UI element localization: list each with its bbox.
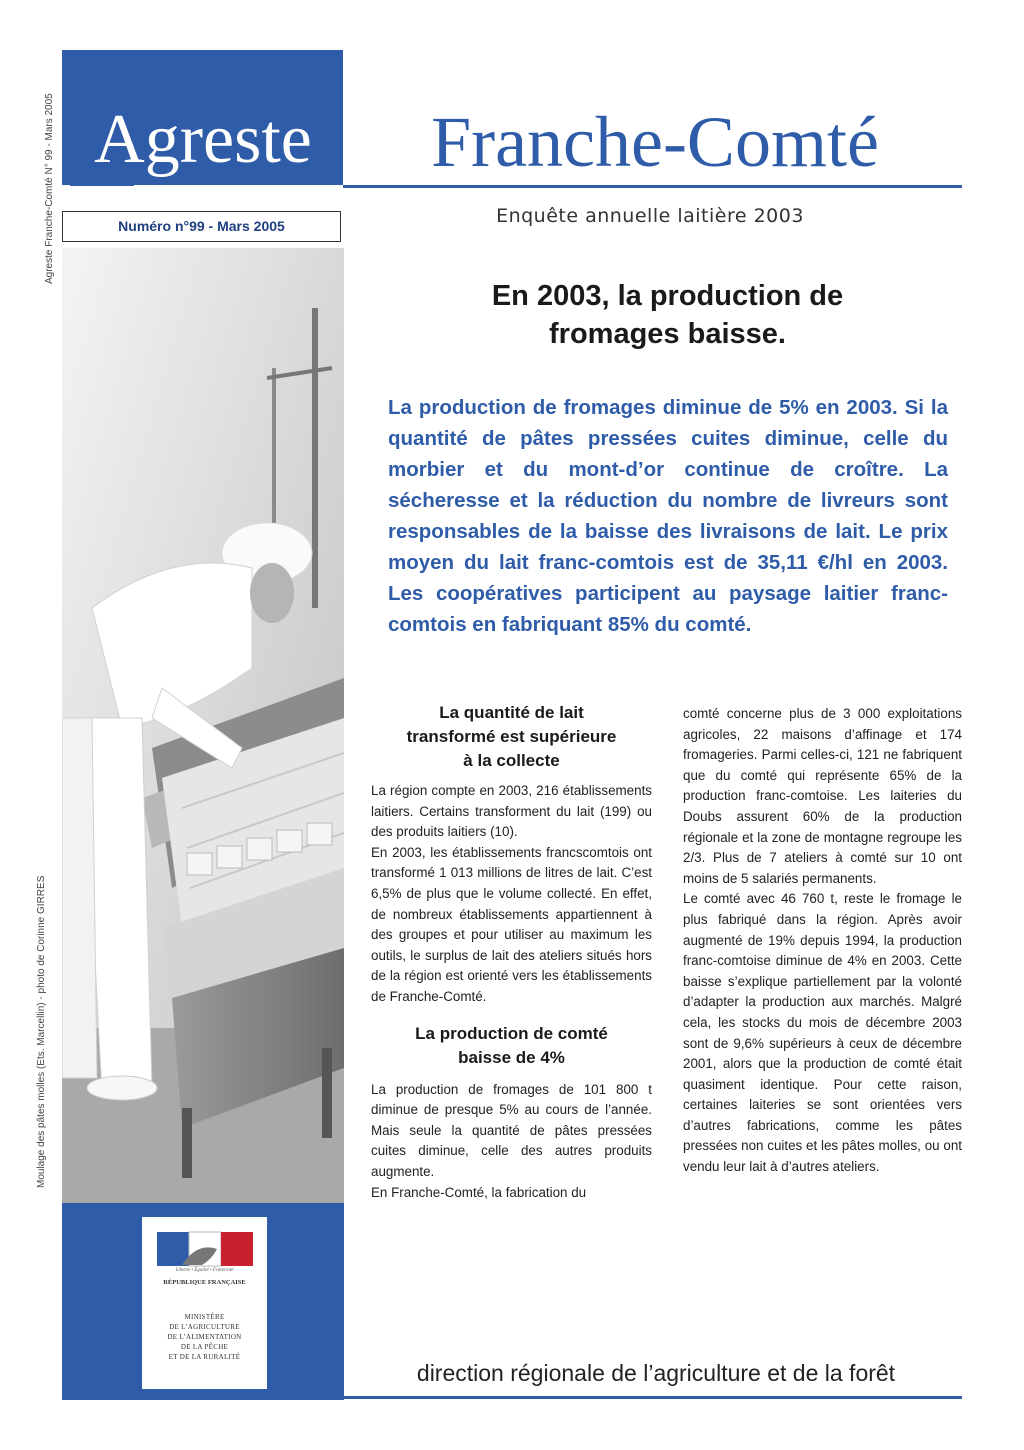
section-heading-line: La quantité de lait xyxy=(439,703,584,722)
headline-line: En 2003, la production de xyxy=(491,280,844,312)
section-heading-line: à la collecte xyxy=(463,751,560,770)
ministry-line: DE LA PÊCHE xyxy=(180,1343,229,1351)
cheese-workshop-photo xyxy=(62,248,344,1203)
ministry-name xyxy=(142,1312,267,1362)
republic-motto: Liberté • Égalité • Fraternité xyxy=(175,1268,234,1273)
section-heading-line: baisse de 4% xyxy=(458,1047,565,1067)
paragraph: La production de fromages de 101 800 t diminue de presque 5% au cours de l’année. Mais seule la quantité de pâtes pressées cuites diminue, celle des autres produits augmente. xyxy=(371,1081,652,1179)
issue-number: Numéro n°99 - Mars 2005 xyxy=(62,211,341,242)
headline xyxy=(380,277,955,353)
paragraph: comté concerne plus de 3 000 exploitations agricoles, 22 maisons d’affinage et 174 fromageries. Parmi celles-ci, 121 ne fabriquent que du comté qui représente 65% de la production franc-comtoise. Les laiteries du Doubs assurent 60% de la production régionale et la zone de montagne regroupe les 2/3. Plus de 7 ateliers à comté sur 10 ont moins de 5 salariés permanents. xyxy=(683,706,962,886)
paragraph: Le comté avec 46 760 t, reste le fromage le plus fabriqué dans la région. Après avoir augmenté de 19% depuis 1994, la production franc-comtoise diminue de 4% en 2003. Cette baisse s’explique partiellement par la volonté d’adapter la production aux marchés. Malgré cela, les stocks du mois de décembre 2003 sont de 9,6% supérieurs à ceux de décembre 2001, alors que la production de comté était quasiment identique. Pour cette raison, certaines laiteries se sont orientées vers d’autres fabrications, comme les pâtes pressées non cuites et les pâtes molles, ou ont vendu leur lait à d’autres ateliers. xyxy=(683,891,962,1175)
ministry-line: DE L’AGRICULTURE xyxy=(169,1323,240,1331)
ministry-logo-card xyxy=(142,1217,267,1389)
article-column-2 xyxy=(683,704,962,1178)
article-column-1 xyxy=(371,701,652,1203)
ministry-line: MINISTÈRE xyxy=(184,1313,225,1321)
footer-directorate: direction régionale de l’agriculture et de la forêt xyxy=(416,1360,896,1386)
header-rule xyxy=(343,185,962,188)
ministry-line: ET DE LA RURALITÉ xyxy=(168,1353,241,1361)
paragraph: En Franche-Comté, la fabrication du xyxy=(371,1184,587,1200)
issue-side-caption: Agreste Franche-Comté N° 99 - Mars 2005 xyxy=(44,93,55,284)
republic-label: RÉPUBLIQUE FRANÇAISE xyxy=(163,1279,246,1286)
section-heading xyxy=(371,701,652,773)
footer-rule xyxy=(343,1396,962,1399)
section-heading xyxy=(371,1022,652,1070)
brand-underline xyxy=(70,184,134,186)
survey-subtitle: Enquête annuelle laitière 2003 xyxy=(496,205,804,227)
paragraph: La région compte en 2003, 216 établissements laitiers. Certains transforment du lait (199) ou des produits laitiers (10). xyxy=(371,783,652,840)
section-heading-line: La production de comté xyxy=(415,1023,608,1043)
section-heading-line: transformé est supérieure xyxy=(406,727,617,746)
lead-paragraph: La production de fromages diminue de 5% en 2003. Si la quantité de pâtes pressées cuites diminue, celle du morbier et du mont-d’or continue de croître. La sécheresse et la réduction du nombre de livreurs sont responsables de la baisse des livraisons de lait. Le prix moyen du lait franc-comtois est de 35,11 €/hl en 2003. Les coopératives participent au paysage laitier franc-comtois en fabriquant 85% du comté. xyxy=(388,396,948,636)
brand-title: Agreste xyxy=(94,101,312,178)
paragraph: En 2003, les établissements francscomtois ont transformé 1 013 millions de litres de lait. C’est 6,5% de plus que le volume collecté. En effet, de nombreux établissements appartiennent à des groupes et pour utiliser au maximum les outils, le surplus de lait des ateliers situés hors de la région est orienté vers les établissements de Franche-Comté. xyxy=(371,844,652,1004)
photo-illustration xyxy=(62,248,344,1203)
region-title: Franche-Comté xyxy=(431,102,879,182)
ministry-line: DE L’ALIMENTATION xyxy=(167,1333,242,1341)
headline-line: fromages baisse. xyxy=(549,318,786,350)
photo-side-caption: Moulage des pâtes molles (Ets. Marcellin) - photo de Corinne GIRRES xyxy=(36,875,47,1188)
